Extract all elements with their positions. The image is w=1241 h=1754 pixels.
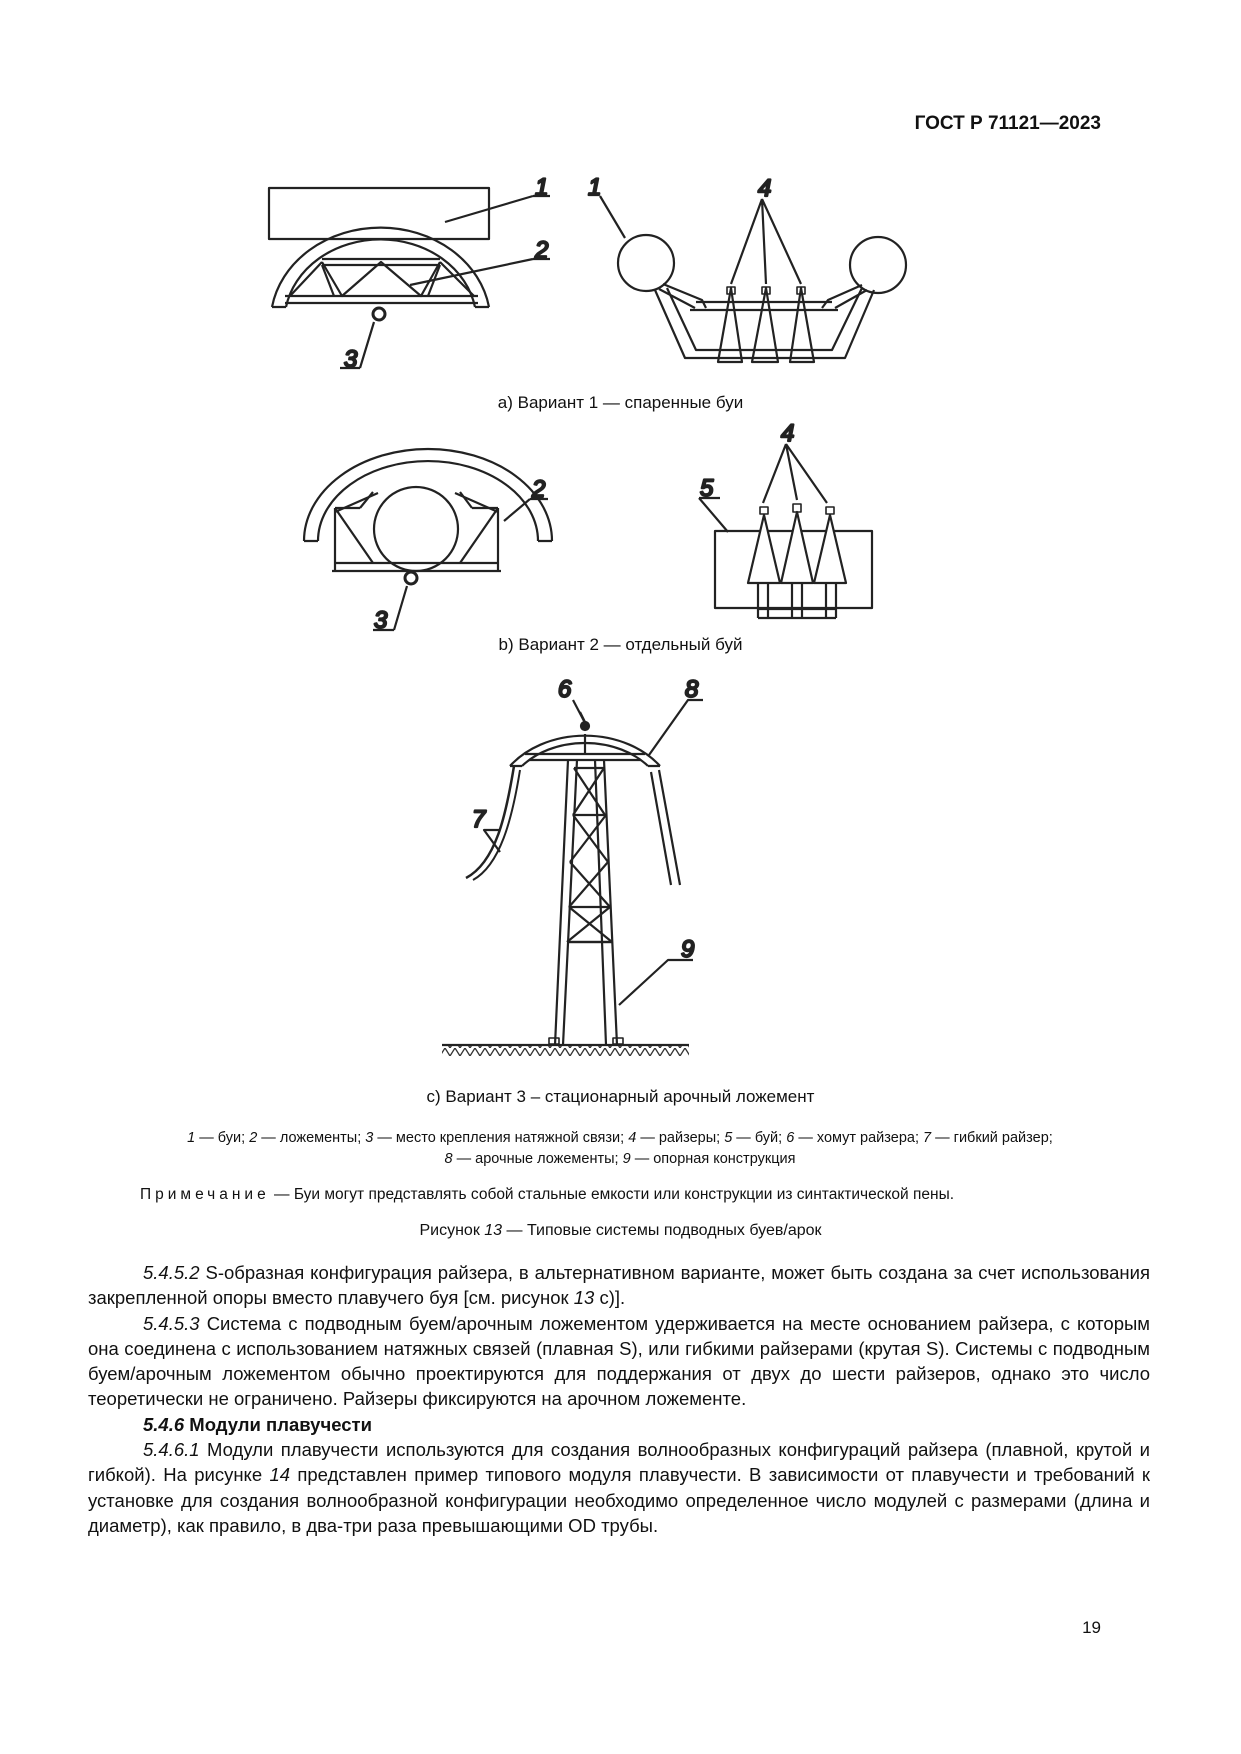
body-text <box>88 1260 1150 1538</box>
caption-variant-2: b) Вариант 2 — отдельный буй <box>498 635 743 654</box>
paragraph-5-4-5-2 <box>88 1260 1150 1311</box>
legend-num: 5 <box>724 1130 733 1146</box>
variant1-arch-drawing <box>269 188 550 368</box>
paragraph-text: Модули плавучести используются для создания волнообразных конфигураций райзера (плавной, крутой и гибкой). На рисунке <box>88 1439 1150 1486</box>
figure-legend <box>90 1128 1150 1170</box>
figure-note <box>140 1186 1150 1204</box>
paragraph-text: представлен пример типового модуля плавучести. В зависимости от плавучести и требований к установке для создания волнообразной конфигурации необходимо определенное число модулей с размерами (длина и диаметр), как правило, в два-три раза превышающими OD трубы. <box>88 1464 1150 1536</box>
legend-num: 1 <box>187 1130 196 1146</box>
label-6: 6 <box>558 676 572 703</box>
paragraph-5-4-6-1 <box>88 1437 1150 1538</box>
legend-text: — место крепления натяжной связи; <box>373 1130 629 1146</box>
paragraph-text: c)]. <box>594 1287 626 1309</box>
caption-variant-1: a) Вариант 1 — спаренные буи <box>497 393 744 412</box>
figure-title <box>0 1222 1241 1240</box>
legend-text: — райзеры; <box>636 1130 725 1146</box>
legend-text: — буй; <box>732 1130 787 1146</box>
page-number: 19 <box>1082 1618 1101 1637</box>
legend-text: — опорная конструкция <box>630 1151 796 1167</box>
label-9: 9 <box>681 936 695 963</box>
variant2-buoy-drawing <box>699 444 872 618</box>
figure-ref: 14 <box>269 1464 291 1486</box>
label-5: 5 <box>700 475 714 502</box>
paragraph-text: S-образная конфигурация райзера, в альтернативном варианте, может быть создана за счет использования закрепленной опоры вместо плавучего буя [см. рисунок <box>88 1262 1150 1309</box>
paragraph-text: Система с подводным буем/арочным ложементом удерживается на месте основанием райзера, с которым она соединена с использованием натяжных связей (плавная S), или гибкими райзерами (крутая S). Системы с подводным буем/арочным ложементом обычно проектируются для поддержания от двух до шести райзеров, однако это число теоретически не ограничено. Райзеры фиксируются на арочном ложементе. <box>88 1312 1150 1410</box>
label-3a: 3 <box>344 346 358 373</box>
riser-clamp <box>581 722 589 730</box>
label-7: 7 <box>472 806 486 833</box>
clause-number: 5.4.5.3 <box>143 1312 200 1334</box>
label-1a: 1 <box>535 174 549 201</box>
variant3-tower-drawing <box>442 700 703 1056</box>
label-8: 8 <box>685 676 699 703</box>
legend-text: — хомут райзера; <box>794 1130 924 1146</box>
section-title: Модули плавучести <box>184 1413 372 1435</box>
legend-text: — буи; <box>195 1130 250 1146</box>
paragraph-5-4-5-3 <box>88 1311 1150 1412</box>
variant1-buoys-drawing <box>600 196 906 362</box>
legend-num: 4 <box>628 1130 637 1146</box>
figure-title-number: 13 <box>484 1222 503 1239</box>
variant2-arch-drawing <box>304 449 552 630</box>
label-2a: 2 <box>535 237 549 264</box>
legend-num: 6 <box>786 1130 795 1146</box>
label-1b: 1 <box>588 174 602 201</box>
section-number: 5.4.6 <box>143 1413 185 1435</box>
caption-variant-3: c) Вариант 3 – стационарный арочный ложемент <box>426 1087 815 1106</box>
label-4a: 4 <box>758 175 772 202</box>
label-3b: 3 <box>374 607 388 634</box>
section-heading-5-4-6 <box>88 1412 1150 1437</box>
note-label: Примечание <box>140 1186 270 1203</box>
legend-num: 3 <box>365 1130 374 1146</box>
clause-number: 5.4.5.2 <box>143 1262 200 1283</box>
riser-right <box>651 770 680 885</box>
buoy-sphere-left <box>618 235 674 291</box>
figure-title-text: — Типовые системы подводных буев/арок <box>502 1222 822 1239</box>
clause-number: 5.4.6.1 <box>143 1439 200 1461</box>
legend-text: — арочные ложементы; <box>452 1151 623 1167</box>
legend-num: 2 <box>249 1130 258 1146</box>
tether-point <box>373 308 385 320</box>
label-2b: 2 <box>532 476 546 503</box>
legend-num: 8 <box>444 1151 453 1167</box>
legend-num: 7 <box>923 1130 932 1146</box>
note-text: — Буи могут представлять собой стальные емкости или конструкции из синтактической пены. <box>269 1186 955 1203</box>
buoy-circle <box>374 487 458 571</box>
tether-point-2 <box>405 572 417 584</box>
seabed <box>442 1045 689 1056</box>
buoy-sphere-right <box>850 237 906 293</box>
figure-title-prefix: Рисунок <box>419 1222 485 1239</box>
figure-ref: 13 <box>573 1287 595 1309</box>
document-header: ГОСТ Р 71121—2023 <box>914 113 1101 134</box>
legend-num: 9 <box>622 1151 631 1167</box>
label-4b: 4 <box>781 420 795 447</box>
legend-text: — ложементы; <box>257 1130 366 1146</box>
legend-text: — гибкий райзер; <box>931 1130 1053 1146</box>
buoy-rect <box>269 188 489 239</box>
